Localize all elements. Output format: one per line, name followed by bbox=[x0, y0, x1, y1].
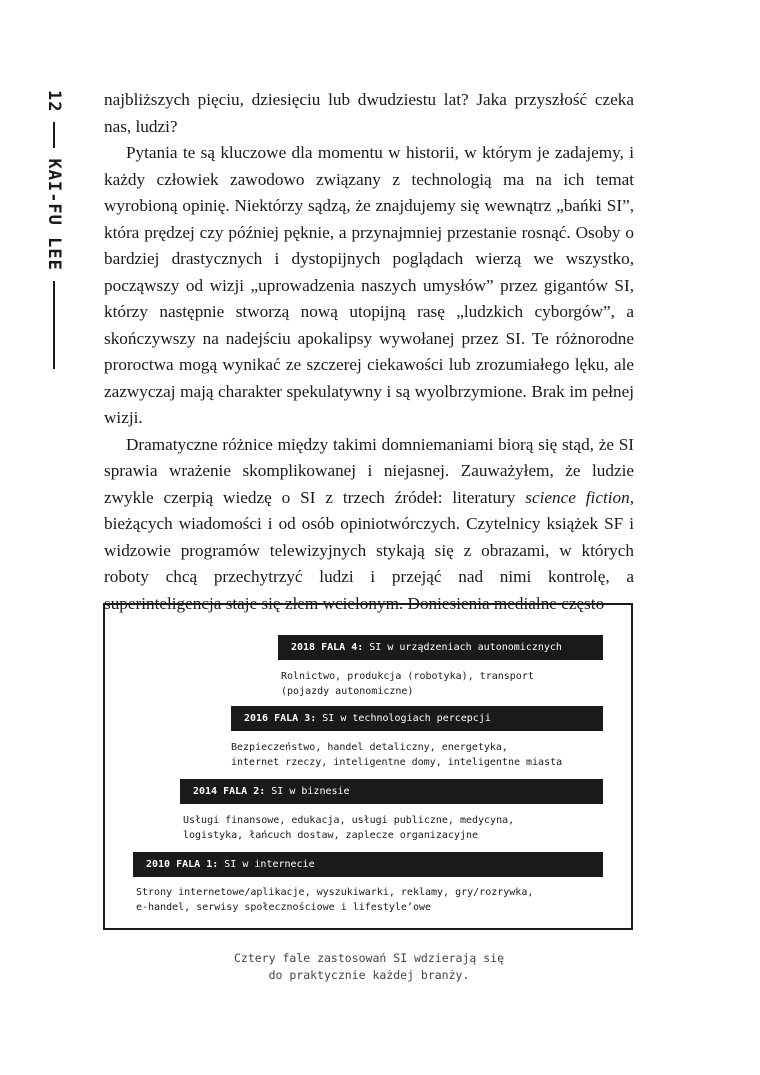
author-name: KAI-FU LEE bbox=[44, 158, 64, 271]
figure-caption: Cztery fale zastosowań SI wdzierają się do praktycznie każdej branży. bbox=[233, 951, 505, 982]
paragraph-2: Pytania te są kluczowe dla momentu w historii, w którym je zadajemy, i każdy człowiek zawodowo związany z technologią ma na ich temat wyrobioną opinię. Niektórzy sądzą, że znajdujemy się wewnątrz „bańki SI”, która prędzej czy później pęknie, a przynajmniej przestanie rosnąć. Osoby o bardziej drastycznych i dystopijnych poglądach wierzą we wszystko, począwszy od wizji „uprowadzenia naszych umysłów” przez gigantów SI, którzy następnie stworzą nową utopijną rasę „ludzkich cyborgów”, a skończywszy na nadejściu apokalipsy wywołanej przez SI. Te różnorodne proroctwa mogą wynikać ze szczerej ciekawości lub zrozumiałego lęku, ale zazwyczaj mają charakter spekulatywny i są wyolbrzymione. Brak im pełnej wizji. bbox=[104, 143, 634, 427]
paragraph-3-after: , bieżących wiadomości i od osób opiniotwórczych. Czytelnicy książek SF i widzowie programów telewizyjnych stykają się z obrazami, w których roboty chcą przechytrzyć ludzi i przejąć nad nimi kontrolę, a superinteligencja staje się złem wcielonym. Doniesienia medialne często bbox=[104, 487, 634, 613]
wave-3-description: Bezpieczeństwo, handel detaliczny, energetyka, internet rzeczy, inteligentne domy, inteligentne miasta bbox=[231, 742, 563, 768]
paragraph-3 bbox=[104, 432, 634, 618]
header-rule bbox=[53, 281, 55, 369]
running-header bbox=[28, 84, 68, 324]
wave-1-bar: 2010 FALA 1: SI w internecie bbox=[133, 852, 603, 877]
wave-4-bar: 2018 FALA 4: SI w urządzeniach autonomicznych bbox=[278, 635, 603, 660]
wave-4-description: Rolnictwo, produkcja (robotyka), transport (pojazdy autonomiczne) bbox=[281, 671, 534, 697]
italic-term: science fiction bbox=[525, 487, 630, 507]
wave-1-description: Strony internetowe/aplikacje, wyszukiwarki, reklamy, gry/rozrywka, e-handel, serwisy społecznościowe i lifestyle’owe bbox=[136, 887, 534, 913]
paragraph-3-before: Dramatyczne różnice między takimi domniemaniami biorą się stąd, że SI sprawia wrażenie skomplikowanej i niejasnej. Zauważyłem, że ludzie zwykle czerpią wiedzę o SI z trzech źródeł: literatury bbox=[104, 434, 634, 507]
page-number: 12 bbox=[44, 90, 64, 113]
wave-3-bar: 2016 FALA 3: SI w technologiach percepcji bbox=[231, 706, 603, 731]
wave-2-bar: 2014 FALA 2: SI w biznesie bbox=[180, 779, 603, 804]
body-text bbox=[104, 87, 634, 617]
paragraph-1: najbliższych pięciu, dziesięciu lub dwudziestu lat? Jaka przyszłość czeka nas, ludzi? bbox=[104, 90, 634, 136]
header-divider bbox=[53, 122, 55, 148]
wave-2-description: Usługi finansowe, edukacja, usługi publiczne, medycyna, logistyka, łańcuch dostaw, zaplecze organizacyjne bbox=[183, 815, 515, 841]
four-waves-figure bbox=[103, 603, 633, 930]
